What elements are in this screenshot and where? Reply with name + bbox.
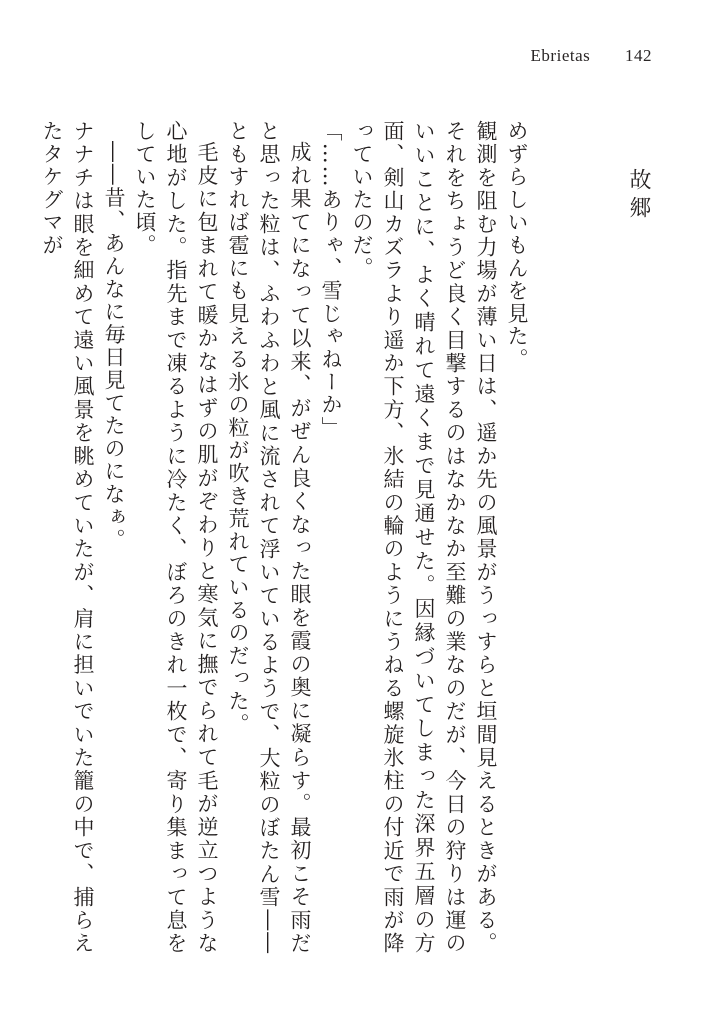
paragraph: 成れ果てになって以来、がぜん良くなった眼を霞の奥に凝らす。最初こそ雨だと思った粒は、ふわふわと風に流されて浮いているようで、大粒のぼたん雪――ともすれば雹にも見える氷の粒が吹き荒れているのだった。 [226,120,312,955]
chapter-title: 故郷 [626,168,651,224]
paragraph: 観測を阻む力場が薄い日は、遥か先の風景がうっすらと垣間見えるときがある。それをちょうど良く目撃するのはなかなか至難の業なのだが、今日の狩りは運のいいことに、よく晴れて遠くまで見通せた。因縁づいてしまった深界五層の方面、剣山カズラより遥か下方、氷結の輪のようにうねる螺旋氷柱の付近で雨が降っていたのだ。 [350,120,498,955]
paragraph: 「……ありゃ、雪じゃねーか」 [319,120,343,440]
paragraph: ナナチは眼を細めて遠い風景を眺めていたが、肩に担いでいた籠の中で、捕らえたタケグマが [40,120,95,955]
paragraph: 毛皮に包まれて暖かなはずの肌がぞわりと寒気に撫でられて毛が逆立つような心地がした。指先まで凍るように冷たく、ぼろのきれ一枚で、寄り集まって息をしていた頃。 [133,120,219,955]
page-number: 142 [625,46,652,65]
paragraph: めずらしいもんを見た。 [505,120,529,371]
book-title: Ebrietas [530,46,591,65]
running-header [531,46,652,66]
paragraph: ――昔、あんなに毎日見てたのになぁ。 [102,141,126,552]
body-text [40,120,532,955]
